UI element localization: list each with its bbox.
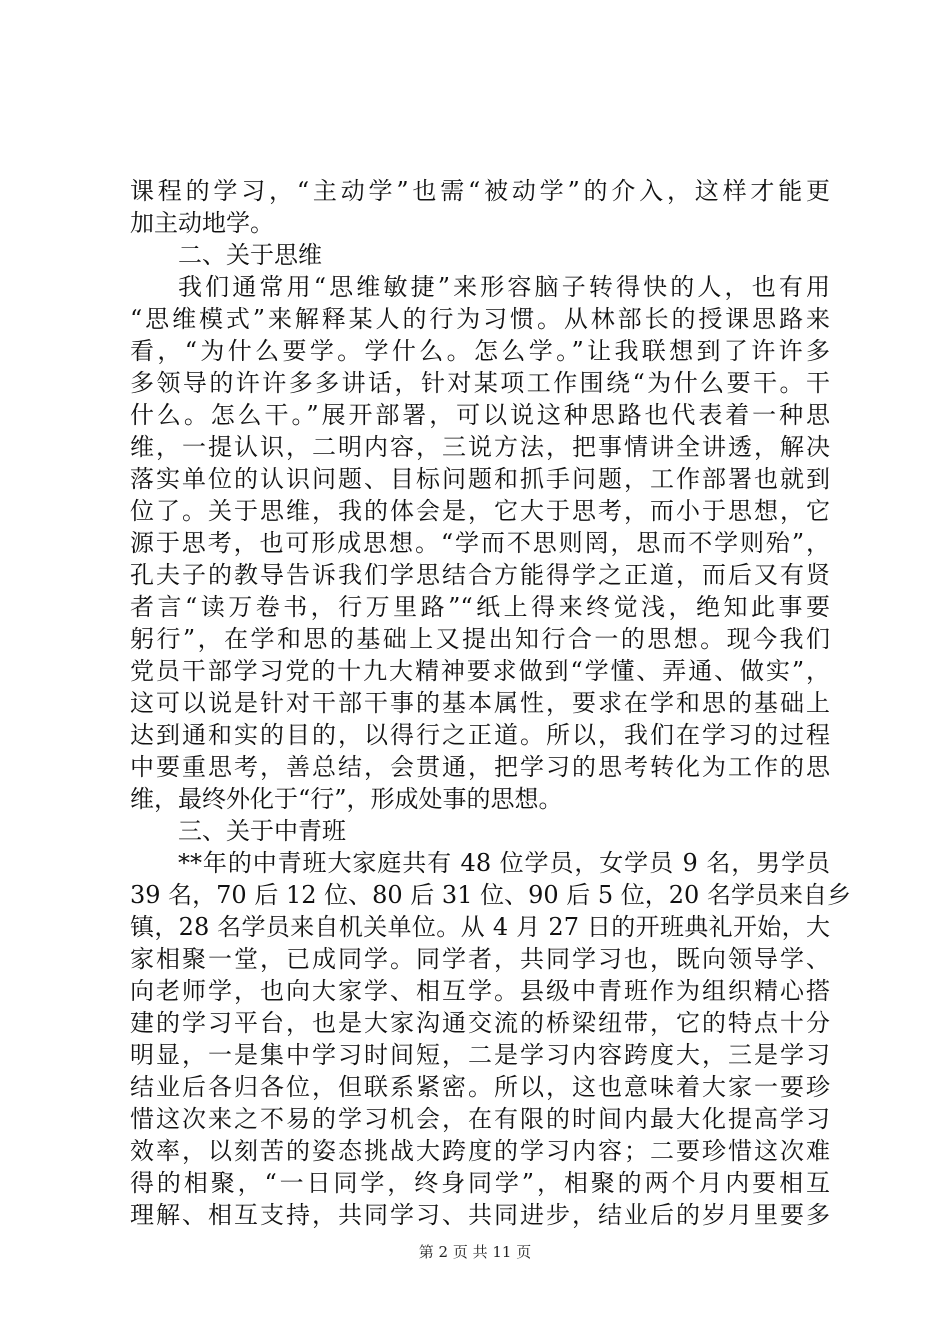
text-line: 维，一提认识，二明内容，三说方法，把事情讲全讲透，解决 <box>130 433 830 461</box>
text-line: 加主动地学。 <box>130 209 274 237</box>
text-line: 惜这次来之不易的学习机会，在有限的时间内最大化提高学习 <box>130 1105 830 1133</box>
text-line: 我们通常用“思维敏捷”来形容脑子转得快的人，也有用 <box>178 273 830 301</box>
text-line: 明显，一是集中学习时间短，二是学习内容跨度大，三是学习 <box>130 1041 830 1069</box>
text-line: 得的相聚，“一日同学，终身同学”，相聚的两个月内要相互 <box>130 1169 830 1197</box>
page-footer <box>0 1242 950 1262</box>
text-line: 什么。怎么干。”展开部署，可以说这种思路也代表着一种思 <box>130 401 830 429</box>
text-line: 理解、相互支持，共同学习、共同进步，结业后的岁月里要多 <box>130 1201 830 1229</box>
section-heading: 二、关于思维 <box>178 241 322 269</box>
text-line: 落实单位的认识问题、目标问题和抓手问题，工作部署也就到 <box>130 465 830 493</box>
text-line: 这可以说是针对干部干事的基本属性，要求在学和思的基础上 <box>130 689 830 717</box>
text-line: 39 名，70 后 12 位、80 后 31 位、90 后 5 位，20 名学员来自乡 <box>130 881 851 909</box>
text-line: 躬行”，在学和思的基础上又提出知行合一的思想。现今我们 <box>130 625 830 653</box>
text-line: 党员干部学习党的十九大精神要求做到“学懂、弄通、做实”， <box>130 657 830 685</box>
text-line: 源于思考，也可形成思想。“学而不思则罔，思而不学则殆”， <box>130 529 830 557</box>
text-line: 镇，28 名学员来自机关单位。从 4 月 27 日的开班典礼开始，大 <box>130 913 830 941</box>
text-line: 课程的学习，“主动学”也需“被动学”的介入，这样才能更 <box>130 177 830 205</box>
text-line: 家相聚一堂，已成同学。同学者，共同学习也，既向领导学、 <box>130 945 830 973</box>
section-heading: 三、关于中青班 <box>178 817 346 845</box>
page-number-label: 第 2 页 共 11 页 <box>418 1243 532 1261</box>
text-line: 位了。关于思维，我的体会是，它大于思考，而小于思想，它 <box>130 497 830 525</box>
text-line: 看，“为什么要学。学什么。怎么学。”让我联想到了许许多 <box>130 337 830 365</box>
text-line: 向老师学，也向大家学、相互学。县级中青班作为组织精心搭 <box>130 977 830 1005</box>
text-line: 者言“读万卷书，行万里路”“纸上得来终觉浅，绝知此事要 <box>130 593 830 621</box>
text-line: 孔夫子的教导告诉我们学思结合方能得学之正道，而后又有贤 <box>130 561 830 589</box>
text-line: 达到通和实的目的，以得行之正道。所以，我们在学习的过程 <box>130 721 830 749</box>
text-line: 维，最终外化于“行”，形成处事的思想。 <box>130 785 563 813</box>
text-line: 中要重思考，善总结，会贯通，把学习的思考转化为工作的思 <box>130 753 830 781</box>
text-line: “思维模式”来解释某人的行为习惯。从林部长的授课思路来 <box>130 305 830 333</box>
text-line: 效率，以刻苦的姿态挑战大跨度的学习内容；二要珍惜这次难 <box>130 1137 830 1165</box>
text-line: 多领导的许许多多讲话，针对某项工作围绕“为什么要干。干 <box>130 369 830 397</box>
text-line: 结业后各归各位，但联系紧密。所以，这也意味着大家一要珍 <box>130 1073 830 1101</box>
text-line: 建的学习平台，也是大家沟通交流的桥梁纽带，它的特点十分 <box>130 1009 830 1037</box>
text-line: **年的中青班大家庭共有 48 位学员，女学员 9 名，男学员 <box>178 849 830 877</box>
